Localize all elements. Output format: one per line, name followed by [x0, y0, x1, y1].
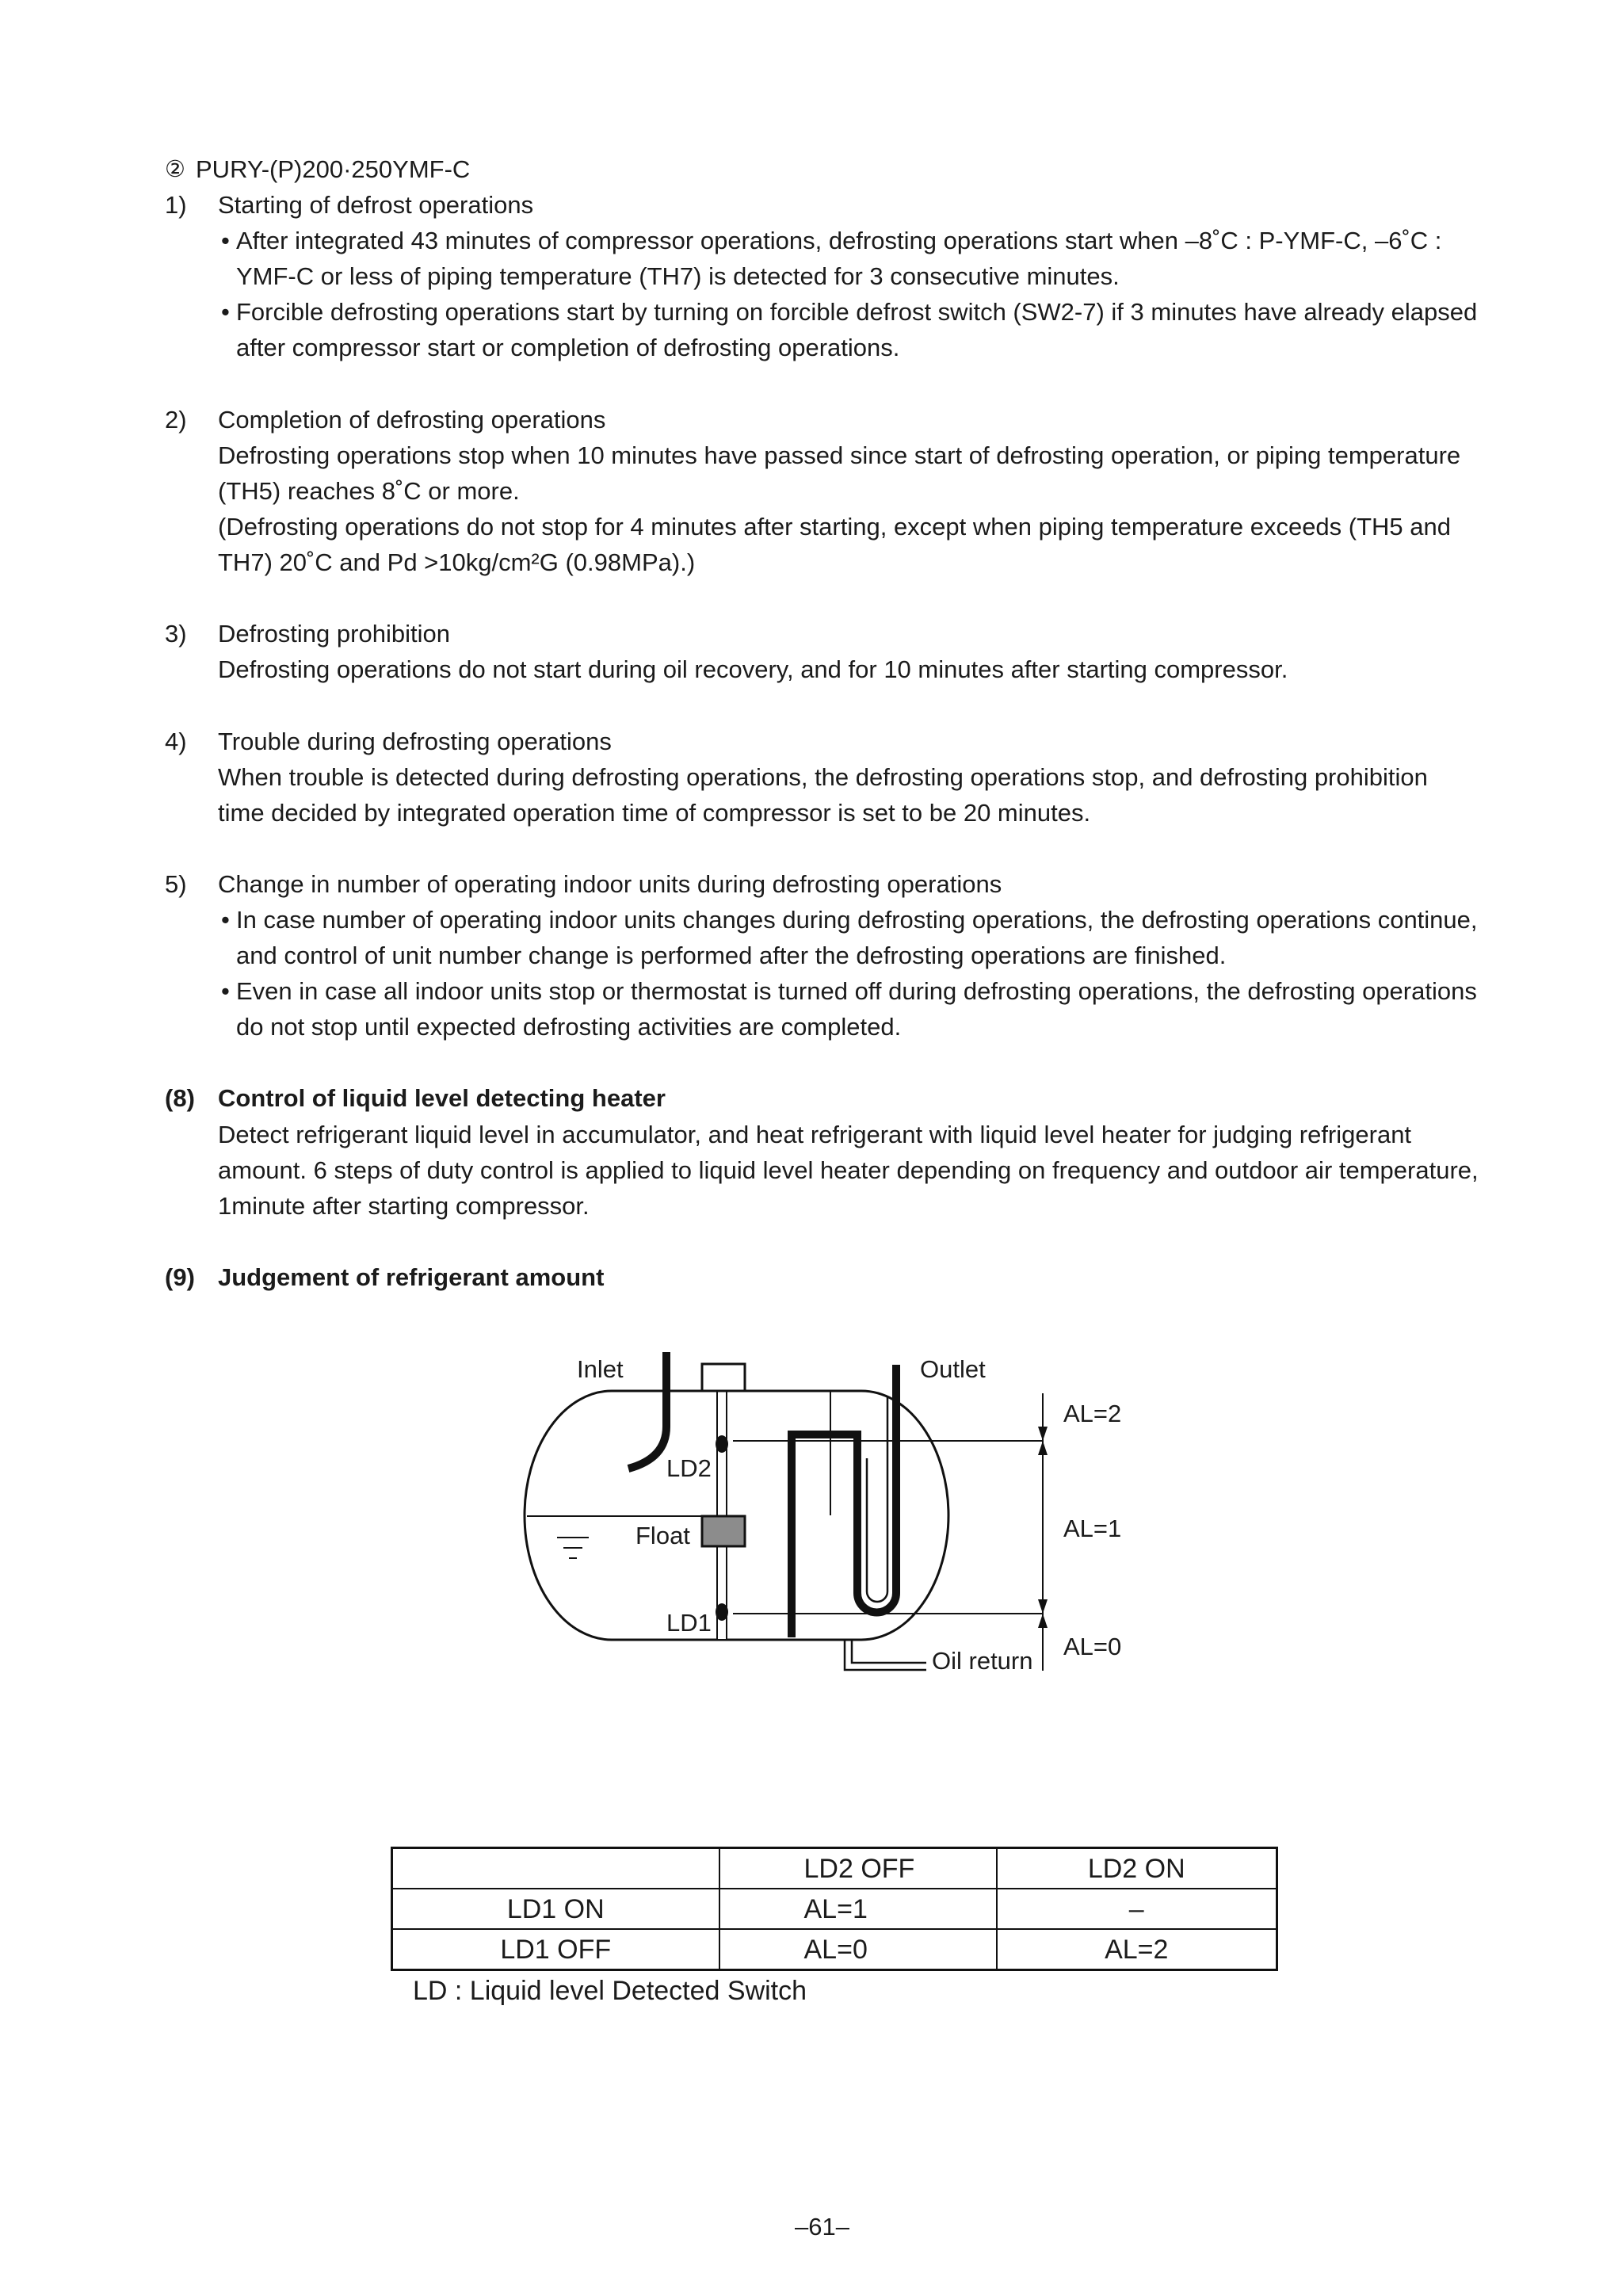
- page-number: –61–: [795, 2213, 849, 2241]
- item-5-bullet-2-text-cont: do not stop until expected defrosting activities are completed.: [236, 1013, 902, 1041]
- circled-number-marker: ②: [165, 155, 185, 182]
- table-header-row: [392, 1848, 1277, 1889]
- item-4-line-1: [0, 759, 1622, 795]
- item-1-bullet-1-text: After integrated 43 minutes of compressor operations, defrosting operations start when –8˚C : P-YMF-C, –6˚C :: [236, 227, 1442, 255]
- section-8-line-2: [0, 1152, 1622, 1188]
- item-4-title: Trouble during defrosting operations: [218, 727, 612, 755]
- item-2-line-4: [0, 544, 1622, 580]
- spacer: [0, 366, 1622, 402]
- section-8-line-3: [0, 1188, 1622, 1224]
- item-4-heading: [0, 724, 1622, 759]
- item-1-bullet-1-line-1: [0, 223, 1622, 258]
- item-1-bullet-1-text-cont: YMF-C or less of piping temperature (TH7) is detected for 3 consecutive minutes.: [236, 262, 1120, 291]
- bullet-icon: •: [221, 298, 230, 327]
- item-2-line-1: [0, 437, 1622, 473]
- section-8-text: 1minute after starting compressor.: [218, 1191, 590, 1220]
- table-header-cell: [392, 1848, 719, 1889]
- section-8-text: Detect refrigerant liquid level in accumulator, and heat refrigerant with liquid level heater for judging refrigerant: [218, 1120, 1412, 1148]
- spacer: [0, 687, 1622, 723]
- item-4-text: When trouble is detected during defrosting operations, the defrosting operations stop, and defrosting prohibition: [218, 762, 1428, 791]
- table-cell: AL=2: [997, 1929, 1277, 1970]
- table-header-cell: LD2 ON: [997, 1848, 1277, 1889]
- table-cell: AL=1: [719, 1889, 997, 1929]
- label-al0: AL=0: [1063, 1633, 1122, 1660]
- table-cell: LD1 OFF: [392, 1929, 719, 1970]
- item-1-bullet-1-line-2: [0, 258, 1622, 294]
- section-9-title: Judgement of refrigerant amount: [218, 1263, 605, 1291]
- item-3-heading: [0, 616, 1622, 651]
- arrow-down-icon: [1038, 1599, 1048, 1614]
- label-al1: AL=1: [1063, 1515, 1122, 1542]
- spacer: [0, 580, 1622, 616]
- item-4-number: 4): [165, 727, 187, 755]
- model-heading: [0, 151, 1622, 187]
- top-fitting: [702, 1364, 745, 1391]
- model-title: PURY-(P)200·250YMF-C: [196, 155, 471, 183]
- section-8-text: amount. 6 steps of duty control is applied to liquid level heater depending on frequency and outdoor air temperature,: [218, 1156, 1479, 1184]
- table-cell: LD1 ON: [392, 1889, 719, 1929]
- table-header-cell: LD2 OFF: [719, 1848, 997, 1889]
- item-2-line-3: [0, 509, 1622, 544]
- item-3-title: Defrosting prohibition: [218, 620, 450, 648]
- table-row: [392, 1889, 1277, 1929]
- label-al2: AL=2: [1063, 1400, 1122, 1427]
- float: [702, 1516, 745, 1546]
- item-2-line-2: [0, 473, 1622, 509]
- ld2-switch: [716, 1435, 728, 1453]
- spacer: [0, 1224, 1622, 1259]
- table-cell: AL=0: [719, 1929, 997, 1970]
- table-row: [392, 1929, 1277, 1970]
- arrow-up-icon: [1038, 1614, 1048, 1628]
- level-table: [391, 1847, 1278, 1971]
- item-5-bullet-2-line-2: [0, 1009, 1622, 1045]
- item-2-title: Completion of defrosting operations: [218, 405, 606, 434]
- bullet-icon: •: [221, 977, 230, 1006]
- label-outlet: Outlet: [920, 1355, 986, 1383]
- label-oil-return: Oil return: [932, 1647, 1033, 1675]
- item-2-text: (Defrosting operations do not stop for 4 minutes after starting, except when piping temperature exceeds (TH5 and: [218, 512, 1452, 541]
- ld1-switch: [716, 1603, 728, 1621]
- item-5-bullet-2-line-1: [0, 973, 1622, 1009]
- item-5-title: Change in number of operating indoor units during defrosting operations: [218, 869, 1002, 898]
- item-3-text: Defrosting operations do not start during oil recovery, and for 10 minutes after starting compressor.: [218, 655, 1288, 684]
- section-8-number: (8): [165, 1084, 195, 1113]
- item-1-number: 1): [165, 191, 187, 220]
- item-5-bullet-2-text: Even in case all indoor units stop or thermostat is turned off during defrosting operations, the defrosting operations: [236, 977, 1477, 1006]
- bullet-icon: •: [221, 905, 230, 934]
- item-1-bullet-2-line-1: [0, 294, 1622, 330]
- item-3-line-1: [0, 651, 1622, 687]
- item-1-bullet-2-text: Forcible defrosting operations start by turning on forcible defrost switch (SW2-7) if 3 minutes have already elapsed: [236, 298, 1478, 327]
- accumulator-diagram: [491, 1331, 1141, 1696]
- item-5-number: 5): [165, 869, 187, 898]
- table-cell: –: [997, 1889, 1277, 1929]
- item-5-bullet-1-line-2: [0, 938, 1622, 973]
- spacer: [0, 1045, 1622, 1080]
- bullet-icon: •: [221, 227, 230, 255]
- label-float: Float: [635, 1522, 690, 1549]
- section-8-line-1: [0, 1117, 1622, 1152]
- item-1-heading: [0, 187, 1622, 223]
- item-5-heading: [0, 866, 1622, 902]
- item-5-bullet-1-text: In case number of operating indoor units changes during defrosting operations, the defrosting operations continue,: [236, 905, 1478, 934]
- section-8-heading: [0, 1080, 1622, 1116]
- section-9-number: (9): [165, 1263, 195, 1291]
- label-inlet: Inlet: [577, 1355, 624, 1383]
- arrow-down-icon: [1038, 1427, 1048, 1441]
- item-5-bullet-1-text-cont: and control of unit number change is performed after the defrosting operations are finished.: [236, 942, 1227, 970]
- item-1-bullet-2-text-cont: after compressor start or completion of defrosting operations.: [236, 334, 900, 362]
- item-2-heading: [0, 402, 1622, 437]
- oil-return-pipe-outer: [845, 1640, 926, 1670]
- item-1-bullet-2-line-2: [0, 330, 1622, 365]
- item-1-title: Starting of defrost operations: [218, 191, 534, 220]
- section-9-heading: [0, 1259, 1622, 1295]
- item-2-number: 2): [165, 405, 187, 434]
- item-4-text: time decided by integrated operation time of compressor is set to be 20 minutes.: [218, 798, 1091, 827]
- section-8-title: Control of liquid level detecting heater: [218, 1084, 666, 1113]
- label-ld1: LD1: [666, 1609, 712, 1637]
- oil-return-pipe-inner: [852, 1640, 926, 1663]
- oil-return-pipe: [845, 1640, 926, 1670]
- item-2-text: (TH5) reaches 8˚C or more.: [218, 476, 520, 505]
- body-text: [0, 151, 1622, 1295]
- label-ld2: LD2: [666, 1454, 712, 1482]
- table-note: LD : Liquid level Detected Switch: [413, 1976, 807, 2006]
- item-4-line-2: [0, 795, 1622, 831]
- item-2-text: TH7) 20˚C and Pd >10kg/cm²G (0.98MPa).): [218, 548, 696, 577]
- arrow-up-icon: [1038, 1441, 1048, 1455]
- spacer: [0, 831, 1622, 866]
- item-5-bullet-1-line-1: [0, 902, 1622, 938]
- item-3-number: 3): [165, 620, 187, 648]
- item-2-text: Defrosting operations stop when 10 minutes have passed since start of defrosting operation, or piping temperature: [218, 441, 1461, 469]
